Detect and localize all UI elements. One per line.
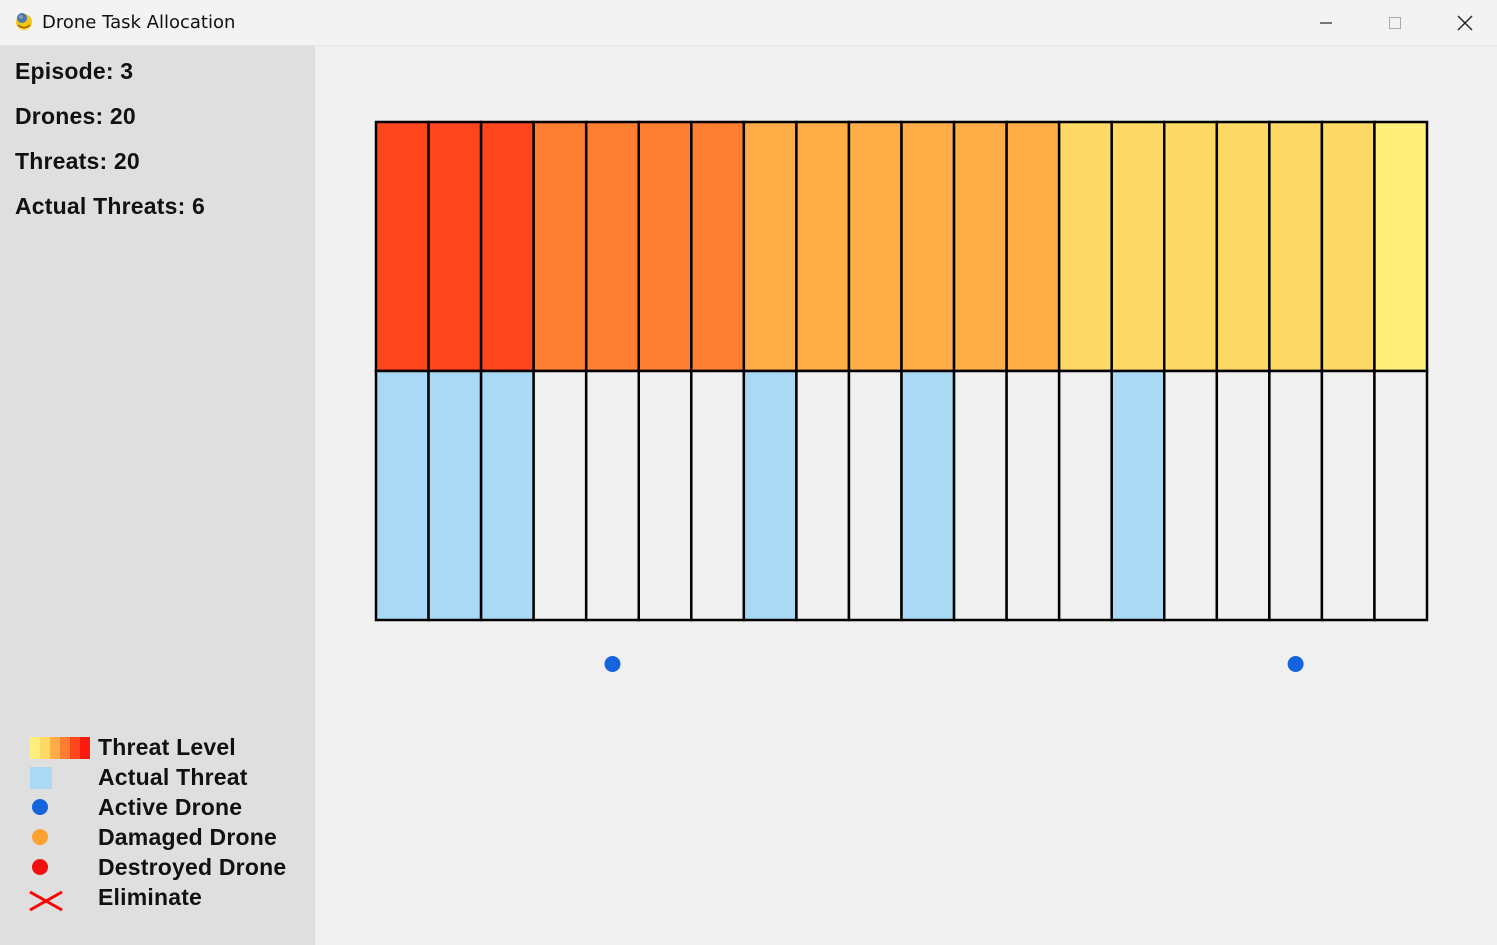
eliminate-x-icon bbox=[28, 890, 64, 912]
threat-allocation-grid bbox=[315, 46, 1497, 945]
damaged-drone-dot-icon bbox=[31, 828, 49, 846]
maximize-icon bbox=[1387, 15, 1403, 31]
threat-level-cell bbox=[744, 122, 797, 371]
threat-level-cell bbox=[1217, 122, 1270, 371]
threat-level-cell bbox=[1269, 122, 1322, 371]
title-bar bbox=[0, 0, 1497, 46]
legend-threat-level bbox=[0, 732, 315, 762]
empty-threat-cell bbox=[534, 371, 587, 620]
threat-level-cell bbox=[691, 122, 744, 371]
legend-active-drone-label: Active Drone bbox=[98, 794, 243, 820]
legend-eliminate bbox=[0, 882, 315, 912]
legend-threat-level-label: Threat Level bbox=[98, 734, 236, 760]
threat-level-cell bbox=[849, 122, 902, 371]
threat-level-cell bbox=[1112, 122, 1165, 371]
legend-destroyed-drone bbox=[0, 852, 315, 882]
threat-level-cell bbox=[1374, 122, 1427, 371]
minimize-button[interactable] bbox=[1291, 0, 1361, 45]
threat-gradient-swatch bbox=[30, 737, 90, 759]
threat-level-cell bbox=[1322, 122, 1375, 371]
empty-threat-cell bbox=[954, 371, 1007, 620]
threat-level-cell bbox=[1164, 122, 1217, 371]
empty-threat-cell bbox=[1059, 371, 1112, 620]
actual-threat-cell bbox=[429, 371, 482, 620]
python-snake-icon bbox=[13, 10, 35, 32]
empty-threat-cell bbox=[1322, 371, 1375, 620]
threat-level-cell bbox=[796, 122, 849, 371]
empty-threat-cell bbox=[1217, 371, 1270, 620]
drones-label: Drones: 20 bbox=[15, 103, 136, 129]
threat-level-cell bbox=[954, 122, 1007, 371]
info-sidebar bbox=[0, 46, 315, 945]
empty-threat-cell bbox=[1007, 371, 1060, 620]
threats-label: Threats: 20 bbox=[15, 148, 140, 174]
maximize-button[interactable] bbox=[1360, 0, 1430, 45]
legend-active-drone bbox=[0, 792, 315, 822]
threat-level-cell bbox=[1059, 122, 1112, 371]
threat-level-cell bbox=[481, 122, 534, 371]
empty-threat-cell bbox=[1164, 371, 1217, 620]
legend-actual-threat-label: Actual Threat bbox=[98, 764, 248, 790]
minimize-icon bbox=[1318, 15, 1334, 31]
window-title: Drone Task Allocation bbox=[42, 12, 236, 33]
legend-damaged-drone bbox=[0, 822, 315, 852]
actual-threat-cell bbox=[376, 371, 429, 620]
legend-actual-threat bbox=[0, 762, 315, 792]
threat-level-cell bbox=[1007, 122, 1060, 371]
legend-eliminate-label: Eliminate bbox=[98, 884, 203, 910]
threat-level-cell bbox=[639, 122, 692, 371]
threat-level-cell bbox=[376, 122, 429, 371]
actual-threat-swatch bbox=[30, 767, 52, 789]
threat-level-cell bbox=[429, 122, 482, 371]
threat-level-cell bbox=[586, 122, 639, 371]
empty-threat-cell bbox=[639, 371, 692, 620]
empty-threat-cell bbox=[849, 371, 902, 620]
actual-threat-cell bbox=[744, 371, 797, 620]
active-drone-dot-icon bbox=[31, 798, 49, 816]
actual-threat-cell bbox=[1112, 371, 1165, 620]
empty-threat-cell bbox=[796, 371, 849, 620]
threat-level-cell bbox=[534, 122, 587, 371]
legend-destroyed-drone-label: Destroyed Drone bbox=[98, 854, 287, 880]
episode-label: Episode: 3 bbox=[15, 58, 134, 84]
active-drone-marker bbox=[1288, 656, 1304, 672]
actual-threats-label: Actual Threats: 6 bbox=[15, 193, 206, 219]
empty-threat-cell bbox=[586, 371, 639, 620]
close-button[interactable] bbox=[1430, 0, 1497, 45]
active-drone-marker bbox=[604, 656, 620, 672]
empty-threat-cell bbox=[1374, 371, 1427, 620]
empty-threat-cell bbox=[1269, 371, 1322, 620]
actual-threat-cell bbox=[481, 371, 534, 620]
actual-threat-cell bbox=[902, 371, 955, 620]
legend-damaged-drone-label: Damaged Drone bbox=[98, 824, 277, 850]
allocation-canvas bbox=[315, 46, 1497, 945]
close-icon bbox=[1456, 14, 1474, 32]
threat-level-cell bbox=[902, 122, 955, 371]
destroyed-drone-dot-icon bbox=[31, 858, 49, 876]
empty-threat-cell bbox=[691, 371, 744, 620]
